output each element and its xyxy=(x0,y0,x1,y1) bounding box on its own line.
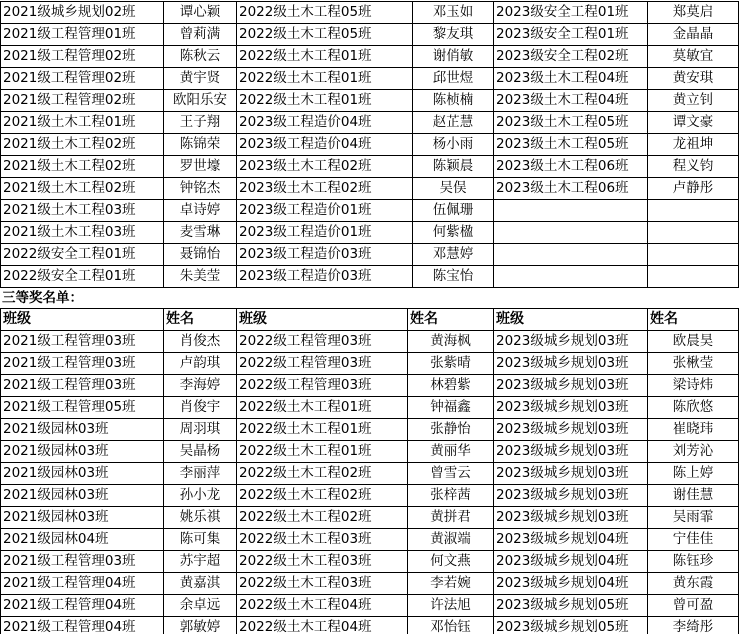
name-cell: 卢韵琪 xyxy=(164,353,237,375)
class-cell: 2022级土木工程01班 xyxy=(237,90,413,112)
name-cell: 邓玉如 xyxy=(413,2,494,24)
name-cell: 邱世煜 xyxy=(413,68,494,90)
top-table xyxy=(0,1,739,288)
section-title-row xyxy=(0,287,752,308)
name-cell: 程义钧 xyxy=(648,156,739,178)
table-row xyxy=(1,90,739,112)
name-cell: 何紫楹 xyxy=(413,222,494,244)
class-cell: 2022级安全工程01班 xyxy=(1,266,164,288)
table-row xyxy=(1,222,739,244)
class-cell: 2023级城乡规划04班 xyxy=(494,551,648,573)
name-cell: 麦雪琳 xyxy=(164,222,237,244)
name-cell: 郑莫启 xyxy=(648,2,739,24)
name-cell: 何文燕 xyxy=(408,551,494,573)
table-row xyxy=(1,419,739,441)
class-cell: 2021级工程管理03班 xyxy=(1,353,164,375)
name-cell: 杨小雨 xyxy=(413,134,494,156)
table-row xyxy=(1,134,739,156)
name-cell: 钟铭杰 xyxy=(164,178,237,200)
name-cell xyxy=(648,222,739,244)
class-cell: 2022级工程管理03班 xyxy=(237,331,408,353)
name-cell: 卢静彤 xyxy=(648,178,739,200)
class-cell: 2023级土木工程05班 xyxy=(494,112,648,134)
table-row xyxy=(1,441,739,463)
name-cell: 周羽琪 xyxy=(164,419,237,441)
name-cell: 宁佳佳 xyxy=(648,529,739,551)
class-cell: 2022级安全工程01班 xyxy=(1,244,164,266)
class-cell: 2021级园林03班 xyxy=(1,463,164,485)
name-cell: 陈欣悠 xyxy=(648,397,739,419)
table-row xyxy=(1,551,739,573)
name-cell: 欧阳乐安 xyxy=(164,90,237,112)
class-cell xyxy=(494,244,648,266)
name-cell: 吴雨霏 xyxy=(648,507,739,529)
class-cell xyxy=(494,266,648,288)
class-cell xyxy=(494,200,648,222)
name-cell: 黄淑端 xyxy=(408,529,494,551)
name-cell: 陈颖晨 xyxy=(413,156,494,178)
table-row xyxy=(1,68,739,90)
class-cell: 2022级土木工程04班 xyxy=(237,595,408,617)
table-row xyxy=(1,529,739,551)
class-cell: 2023级城乡规划03班 xyxy=(494,463,648,485)
header-name: 姓名 xyxy=(648,309,739,331)
class-cell: 2023级安全工程01班 xyxy=(494,24,648,46)
class-cell: 2023级城乡规划03班 xyxy=(494,485,648,507)
name-cell: 林碧紫 xyxy=(408,375,494,397)
name-cell: 李丽萍 xyxy=(164,463,237,485)
class-cell: 2023级土木工程02班 xyxy=(237,156,413,178)
class-cell: 2022级土木工程03班 xyxy=(237,551,408,573)
name-cell: 陈可集 xyxy=(164,529,237,551)
name-cell: 张梓茜 xyxy=(408,485,494,507)
table-row xyxy=(1,244,739,266)
class-cell: 2021级园林03班 xyxy=(1,507,164,529)
class-cell: 2023级城乡规划03班 xyxy=(494,331,648,353)
class-cell: 2021级工程管理05班 xyxy=(1,397,164,419)
name-cell: 陈钰珍 xyxy=(648,551,739,573)
name-cell: 金晶晶 xyxy=(648,24,739,46)
table-row xyxy=(1,46,739,68)
table-row xyxy=(1,200,739,222)
class-cell: 2021级工程管理04班 xyxy=(1,617,164,634)
class-cell: 2023级土木工程04班 xyxy=(494,68,648,90)
name-cell xyxy=(648,244,739,266)
name-cell: 谭文豪 xyxy=(648,112,739,134)
class-cell: 2023级城乡规划03班 xyxy=(494,375,648,397)
class-cell: 2023级安全工程01班 xyxy=(494,2,648,24)
name-cell: 张楸莹 xyxy=(648,353,739,375)
class-cell: 2021级园林03班 xyxy=(1,441,164,463)
table-row xyxy=(1,331,739,353)
section-title: 三等奖名单： xyxy=(2,290,83,306)
class-cell: 2022级土木工程05班 xyxy=(237,2,413,24)
class-cell: 2022级土木工程04班 xyxy=(237,617,408,634)
class-cell: 2022级土木工程02班 xyxy=(237,463,408,485)
name-cell: 肖俊宇 xyxy=(164,397,237,419)
table-row xyxy=(1,178,739,200)
name-cell: 卓诗婷 xyxy=(164,200,237,222)
class-cell: 2021级工程管理04班 xyxy=(1,595,164,617)
table-row xyxy=(1,112,739,134)
name-cell xyxy=(648,266,739,288)
name-cell: 黄海枫 xyxy=(408,331,494,353)
name-cell: 余卓远 xyxy=(164,595,237,617)
class-cell: 2021级工程管理02班 xyxy=(1,46,164,68)
table-row xyxy=(1,507,739,529)
class-cell: 2022级土木工程01班 xyxy=(237,419,408,441)
class-cell: 2021级土木工程02班 xyxy=(1,134,164,156)
name-cell: 王子翔 xyxy=(164,112,237,134)
class-cell: 2021级园林04班 xyxy=(1,529,164,551)
class-cell: 2023级安全工程02班 xyxy=(494,46,648,68)
name-cell: 黄嘉淇 xyxy=(164,573,237,595)
name-cell: 曾雪云 xyxy=(408,463,494,485)
class-cell: 2022级工程管理03班 xyxy=(237,375,408,397)
class-cell xyxy=(494,222,648,244)
class-cell: 2022级工程管理03班 xyxy=(237,353,408,375)
name-cell: 吴晶杨 xyxy=(164,441,237,463)
third-prize-table xyxy=(0,308,739,634)
class-cell: 2023级城乡规划03班 xyxy=(494,441,648,463)
name-cell: 黄宇贤 xyxy=(164,68,237,90)
class-cell: 2021级土木工程02班 xyxy=(1,156,164,178)
name-cell: 欧晨昊 xyxy=(648,331,739,353)
name-cell: 李若婉 xyxy=(408,573,494,595)
class-cell: 2021级工程管理03班 xyxy=(1,551,164,573)
class-cell: 2022级土木工程01班 xyxy=(237,68,413,90)
class-cell: 2023级工程造价01班 xyxy=(237,222,413,244)
name-cell: 刘芳沁 xyxy=(648,441,739,463)
name-cell xyxy=(648,200,739,222)
class-cell: 2021级工程管理01班 xyxy=(1,24,164,46)
name-cell: 曾莉满 xyxy=(164,24,237,46)
name-cell: 钟福鑫 xyxy=(408,397,494,419)
class-cell: 2021级园林03班 xyxy=(1,419,164,441)
name-cell: 张紫晴 xyxy=(408,353,494,375)
class-cell: 2022级土木工程03班 xyxy=(237,529,408,551)
class-cell: 2023级工程造价04班 xyxy=(237,112,413,134)
table-row xyxy=(1,573,739,595)
table-row xyxy=(1,485,739,507)
class-cell: 2023级城乡规划03班 xyxy=(494,507,648,529)
name-cell: 聂锦怡 xyxy=(164,244,237,266)
class-cell: 2023级城乡规划03班 xyxy=(494,419,648,441)
header-class: 班级 xyxy=(1,309,164,331)
name-cell: 邓慧婷 xyxy=(413,244,494,266)
class-cell: 2023级土木工程04班 xyxy=(494,90,648,112)
class-cell: 2021级城乡规划02班 xyxy=(1,2,164,24)
class-cell: 2023级工程造价03班 xyxy=(237,244,413,266)
table-row xyxy=(1,266,739,288)
name-cell: 崔晓玮 xyxy=(648,419,739,441)
class-cell: 2023级城乡规划03班 xyxy=(494,353,648,375)
class-cell: 2023级城乡规划04班 xyxy=(494,529,648,551)
name-cell: 邓怡钰 xyxy=(408,617,494,634)
name-cell: 朱美莹 xyxy=(164,266,237,288)
name-cell: 赵芷慧 xyxy=(413,112,494,134)
name-cell: 陈宝怡 xyxy=(413,266,494,288)
table-row xyxy=(1,595,739,617)
name-cell: 黄东霞 xyxy=(648,573,739,595)
class-cell: 2022级土木工程01班 xyxy=(237,441,408,463)
name-cell: 谢佳慧 xyxy=(648,485,739,507)
table-row xyxy=(1,353,739,375)
class-cell: 2021级土木工程02班 xyxy=(1,178,164,200)
name-cell: 曾可盈 xyxy=(648,595,739,617)
class-cell: 2023级土木工程06班 xyxy=(494,156,648,178)
class-cell: 2022级土木工程03班 xyxy=(237,573,408,595)
name-cell: 张静怡 xyxy=(408,419,494,441)
class-cell: 2023级工程造价01班 xyxy=(237,200,413,222)
class-cell: 2023级工程造价04班 xyxy=(237,134,413,156)
table-row xyxy=(1,24,739,46)
class-cell: 2021级土木工程03班 xyxy=(1,222,164,244)
name-cell: 陈秋云 xyxy=(164,46,237,68)
class-cell: 2021级土木工程03班 xyxy=(1,200,164,222)
name-cell: 伍佩珊 xyxy=(413,200,494,222)
name-cell: 罗世壕 xyxy=(164,156,237,178)
class-cell: 2021级园林03班 xyxy=(1,485,164,507)
class-cell: 2022级土木工程02班 xyxy=(237,485,408,507)
name-cell: 梁诗炜 xyxy=(648,375,739,397)
class-cell: 2023级城乡规划03班 xyxy=(494,397,648,419)
class-cell: 2022级土木工程01班 xyxy=(237,46,413,68)
header-name: 姓名 xyxy=(164,309,237,331)
table-row xyxy=(1,2,739,24)
name-cell: 姚乐祺 xyxy=(164,507,237,529)
table-row xyxy=(1,156,739,178)
name-cell: 谢俏敏 xyxy=(413,46,494,68)
class-cell: 2021级工程管理03班 xyxy=(1,331,164,353)
table-row xyxy=(1,397,739,419)
name-cell: 孙小龙 xyxy=(164,485,237,507)
header-name: 姓名 xyxy=(408,309,494,331)
name-cell: 黄丽华 xyxy=(408,441,494,463)
name-cell: 苏宇超 xyxy=(164,551,237,573)
class-cell: 2023级土木工程02班 xyxy=(237,178,413,200)
table-row xyxy=(1,463,739,485)
name-cell: 吴俣 xyxy=(413,178,494,200)
header-class: 班级 xyxy=(237,309,408,331)
name-cell: 陈桢楠 xyxy=(413,90,494,112)
name-cell: 郭敏婷 xyxy=(164,617,237,634)
name-cell: 李绮彤 xyxy=(648,617,739,634)
name-cell: 谭心颖 xyxy=(164,2,237,24)
table-header-row xyxy=(1,309,739,331)
name-cell: 陈锦荣 xyxy=(164,134,237,156)
class-cell: 2021级工程管理03班 xyxy=(1,375,164,397)
name-cell: 黎友琪 xyxy=(413,24,494,46)
class-cell: 2021级工程管理04班 xyxy=(1,573,164,595)
name-cell: 肖俊杰 xyxy=(164,331,237,353)
class-cell: 2021级土木工程01班 xyxy=(1,112,164,134)
name-cell: 李海婷 xyxy=(164,375,237,397)
table-row xyxy=(1,375,739,397)
name-cell: 黄拼君 xyxy=(408,507,494,529)
name-cell: 莫敏宜 xyxy=(648,46,739,68)
class-cell: 2021级工程管理02班 xyxy=(1,68,164,90)
class-cell: 2023级工程造价03班 xyxy=(237,266,413,288)
class-cell: 2023级城乡规划05班 xyxy=(494,617,648,634)
name-cell: 黄安琪 xyxy=(648,68,739,90)
name-cell: 陈上婷 xyxy=(648,463,739,485)
class-cell: 2022级土木工程01班 xyxy=(237,397,408,419)
table-row xyxy=(1,617,739,634)
class-cell: 2023级土木工程06班 xyxy=(494,178,648,200)
header-class: 班级 xyxy=(494,309,648,331)
name-cell: 黄立钊 xyxy=(648,90,739,112)
class-cell: 2021级工程管理02班 xyxy=(1,90,164,112)
name-cell: 龙祖坤 xyxy=(648,134,739,156)
class-cell: 2023级土木工程05班 xyxy=(494,134,648,156)
class-cell: 2022级土木工程05班 xyxy=(237,24,413,46)
class-cell: 2023级城乡规划05班 xyxy=(494,595,648,617)
class-cell: 2022级土木工程02班 xyxy=(237,507,408,529)
class-cell: 2023级城乡规划04班 xyxy=(494,573,648,595)
name-cell: 许法旭 xyxy=(408,595,494,617)
